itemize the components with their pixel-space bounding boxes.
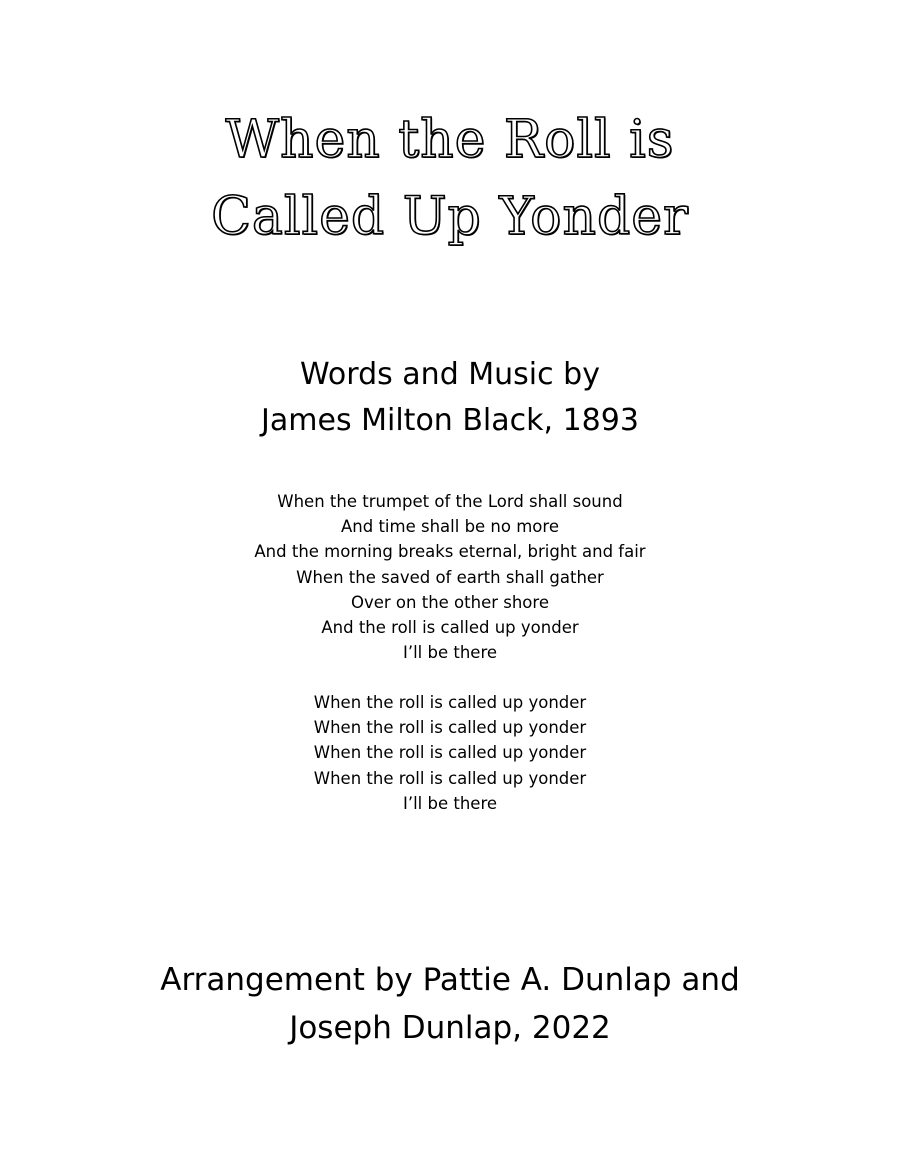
verse-line: And the roll is called up yonder [321, 618, 579, 638]
verse-lyrics [0, 489, 900, 665]
arrangement-line-1: Arrangement by Pattie A. Dunlap and [160, 962, 740, 998]
chorus-lyrics [0, 690, 900, 816]
title-line-2: Called Up Yonder [211, 187, 689, 247]
verse-line: When the trumpet of the Lord shall sound [277, 492, 623, 511]
verse-line: And the morning breaks eternal, bright and fair [254, 542, 646, 562]
title-line-1: When the Roll is [225, 110, 675, 170]
credits-line-1: Words and Music by [300, 357, 600, 392]
chorus-line: When the roll is called up yonder [313, 768, 587, 788]
verse-line: Over on the other shore [351, 592, 549, 612]
arrangement-line-2: Joseph Dunlap, 2022 [289, 1010, 611, 1046]
credits-line-2: James Milton Black, 1893 [261, 403, 639, 438]
chorus-line: When the roll is called up yonder [313, 718, 587, 738]
verse-line: I’ll be there [402, 643, 498, 663]
chorus-line: When the roll is called up yonder [313, 693, 587, 712]
chorus-line: I’ll be there [402, 793, 498, 813]
verse-line: And time shall be no more [341, 517, 559, 537]
chorus-line: When the roll is called up yonder [313, 743, 587, 763]
verse-line: When the saved of earth shall gather [296, 567, 604, 587]
